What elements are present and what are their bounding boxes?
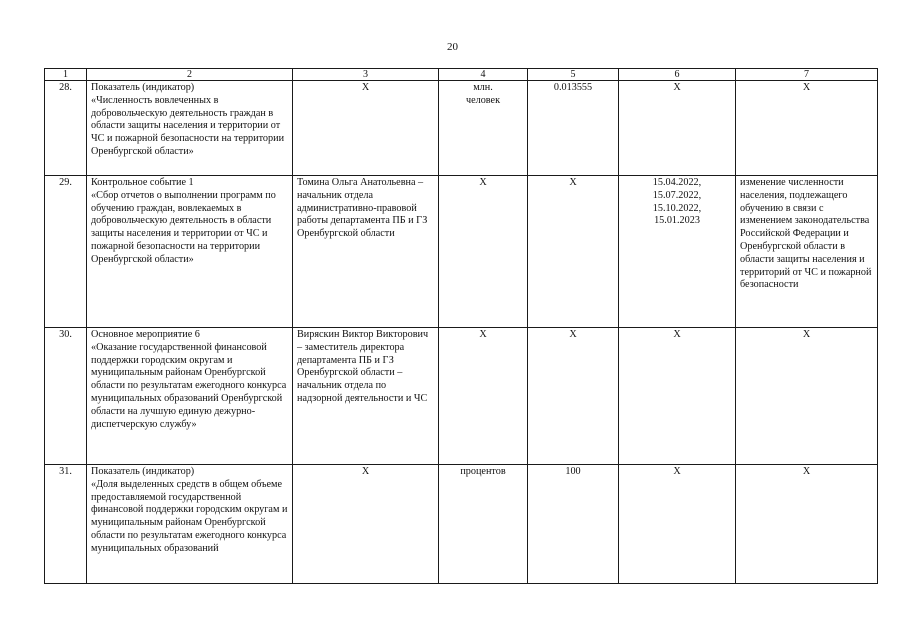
- row-responsible: X: [293, 465, 439, 584]
- row-unit: X: [439, 176, 528, 328]
- row-date: X: [619, 465, 736, 584]
- page-number: 20: [447, 41, 458, 53]
- row-value: 0.013555: [528, 81, 619, 176]
- row-date: X: [619, 328, 736, 465]
- row-name: Показатель (индикатор) «Численность вовлеченных в добровольческую деятельность граждан в области защиты населения и территории от ЧС и пожарной безопасности на территории Оренбургской области»: [87, 81, 293, 176]
- row-number: 30.: [45, 328, 87, 465]
- row-name: Основное мероприятие 6 «Оказание государственной финансовой поддержки городским округам и муниципальным районам Оренбургской области по результатам ежегодного конкурса муниципальных образований Оренбургской области на лучшую единую дежурно-диспетчерскую службу»: [87, 328, 293, 465]
- table-row: [45, 81, 878, 176]
- header-col-5: 5: [528, 69, 619, 81]
- row-responsible: X: [293, 81, 439, 176]
- row-value: 100: [528, 465, 619, 584]
- row-date: 15.04.2022, 15.07.2022, 15.10.2022, 15.01.2023: [619, 176, 736, 328]
- header-col-7: 7: [736, 69, 878, 81]
- table-row: [45, 465, 878, 584]
- header-col-3: 3: [293, 69, 439, 81]
- row-note: X: [736, 328, 878, 465]
- row-note: изменение численности населения, подлежащего обучению в связи с изменением законодательства Российской Федерации и Оренбургской области в области защиты населения и территорий от ЧС и пожарной безопасности: [736, 176, 878, 328]
- row-note: X: [736, 81, 878, 176]
- row-name: Контрольное событие 1 «Сбор отчетов о выполнении программ по обучению граждан, вовлекаемых в добровольческую деятельность в области защиты населения и территории от ЧС и пожарной безопасности на территории Оренбургской области»: [87, 176, 293, 328]
- row-unit: млн. человек: [439, 81, 528, 176]
- data-table: [44, 68, 878, 584]
- table-row: [45, 328, 878, 465]
- table-row: [45, 176, 878, 328]
- row-unit: X: [439, 328, 528, 465]
- row-name: Показатель (индикатор) «Доля выделенных средств в общем объеме предоставляемой государственной финансовой поддержки городским округам и муниципальным районам Оренбургской области по результатам ежегодного конкурса муниципальных образований: [87, 465, 293, 584]
- row-number: 31.: [45, 465, 87, 584]
- row-date: X: [619, 81, 736, 176]
- row-responsible: Виряскин Виктор Викторович – заместитель директора департамента ПБ и ГЗ Оренбургской области – начальник отдела по надзорной деятельности и ЧС: [293, 328, 439, 465]
- row-responsible: Томина Ольга Анатольевна – начальник отдела административно-правовой работы департамента ПБ и ГЗ Оренбургской области: [293, 176, 439, 328]
- header-col-1: 1: [45, 69, 87, 81]
- header-row: [45, 69, 878, 81]
- header-col-4: 4: [439, 69, 528, 81]
- row-number: 28.: [45, 81, 87, 176]
- row-unit: процентов: [439, 465, 528, 584]
- header-col-6: 6: [619, 69, 736, 81]
- row-value: X: [528, 328, 619, 465]
- row-value: X: [528, 176, 619, 328]
- header-col-2: 2: [87, 69, 293, 81]
- row-number: 29.: [45, 176, 87, 328]
- row-note: X: [736, 465, 878, 584]
